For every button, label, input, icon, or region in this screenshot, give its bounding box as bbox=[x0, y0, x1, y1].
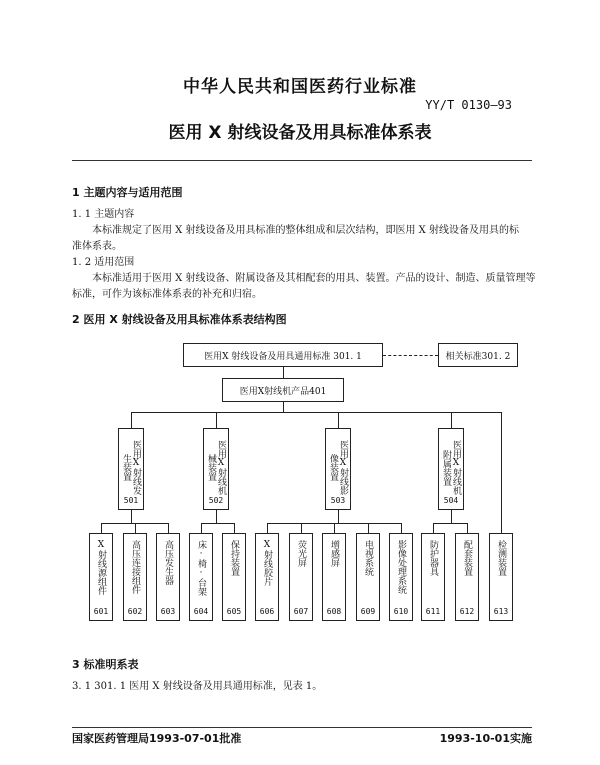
document-title: 医用 X 射线设备及用具标准体系表 bbox=[168, 123, 432, 143]
connector bbox=[451, 412, 452, 428]
leaf-box-code: 606 bbox=[259, 607, 275, 616]
header-rule bbox=[72, 160, 532, 161]
section-1-title: 1 主题内容与适用范围 bbox=[72, 186, 183, 199]
connector bbox=[283, 367, 284, 378]
leaf-box-code: 602 bbox=[127, 607, 143, 616]
section-1-2-text: 本标准适用于医用 X 射线设备、附属设备及其相配套的用具、装置。产品的设计、制造、质量管理等 bbox=[92, 273, 536, 284]
leaf-box-code: 609 bbox=[360, 607, 376, 616]
connector bbox=[338, 412, 339, 428]
mid-box-code: 504 bbox=[443, 496, 459, 505]
leaf-box-602 bbox=[123, 533, 147, 621]
connector bbox=[201, 523, 235, 524]
connector bbox=[267, 523, 268, 533]
leaf-box-611 bbox=[421, 533, 445, 621]
leaf-box-613 bbox=[489, 533, 513, 621]
leaf-box-code: 601 bbox=[93, 607, 109, 616]
leaf-box-label: 保持装置 bbox=[229, 540, 239, 576]
section-2-title: 2 医用 X 射线设备及用具标准体系表结构图 bbox=[72, 313, 287, 326]
connector bbox=[368, 523, 369, 533]
connector bbox=[131, 412, 502, 413]
connector bbox=[135, 523, 136, 533]
leaf-box-code: 608 bbox=[326, 607, 342, 616]
connector bbox=[451, 510, 452, 523]
leaf-box-label: 检测装置 bbox=[496, 540, 506, 576]
connector bbox=[338, 510, 339, 523]
connector bbox=[201, 523, 202, 533]
leaf-box-label: 高压连接组件 bbox=[130, 540, 140, 594]
leaf-box-code: 607 bbox=[293, 607, 309, 616]
connector bbox=[301, 523, 302, 533]
leaf-box-601 bbox=[89, 533, 113, 621]
connector bbox=[401, 523, 402, 533]
mid-box-501 bbox=[118, 428, 144, 510]
leaf-box-603 bbox=[156, 533, 180, 621]
mid-box-label: 医用X射线机附属装置 bbox=[441, 440, 461, 495]
connector bbox=[216, 510, 217, 523]
leaf-box-label: 荧光屏 bbox=[296, 540, 306, 567]
connector bbox=[467, 523, 468, 533]
leaf-box-612 bbox=[455, 533, 479, 621]
related-standard-box: 相关标准301. 2 bbox=[438, 343, 518, 367]
leaf-box-607 bbox=[289, 533, 313, 621]
connector bbox=[234, 523, 235, 533]
leaf-box-code: 603 bbox=[160, 607, 176, 616]
connector bbox=[131, 510, 132, 523]
section-3-1-text: 3. 1 301. 1 医用 X 射线设备及用具通用标准，见表 1。 bbox=[72, 681, 323, 692]
related-dashed-link bbox=[383, 355, 438, 356]
footer-rule bbox=[72, 727, 532, 728]
section-3-title: 3 标准明系表 bbox=[72, 658, 139, 671]
approval-note: 国家医药管理局1993-07-01批准 bbox=[72, 732, 242, 745]
mid-box-code: 501 bbox=[123, 496, 139, 505]
standard-type: 中华人民共和国医药行业标准 bbox=[183, 77, 417, 97]
mid-box-code: 503 bbox=[330, 496, 346, 505]
implementation-date: 1993-10-01实施 bbox=[439, 732, 532, 745]
section-1-2-text-cont: 标准，可作为该标准体系表的补充和归宿。 bbox=[72, 289, 262, 300]
mid-box-label: 医用X射线影像装置 bbox=[328, 440, 348, 495]
section-1-2-title: 1. 2 适用范围 bbox=[72, 257, 135, 268]
leaf-box-code: 605 bbox=[226, 607, 242, 616]
mid-box-label: 医用X射线发生装置 bbox=[121, 440, 141, 495]
mid-box-502 bbox=[203, 428, 229, 510]
standard-code: YY/T 0130—93 bbox=[425, 98, 512, 112]
leaf-box-606 bbox=[255, 533, 279, 621]
mid-box-503 bbox=[325, 428, 351, 510]
leaf-box-code: 613 bbox=[493, 607, 509, 616]
connector bbox=[433, 523, 434, 533]
connector bbox=[131, 412, 132, 428]
section-1-1-title: 1. 1 主题内容 bbox=[72, 209, 135, 220]
leaf-box-code: 612 bbox=[459, 607, 475, 616]
leaf-box-code: 604 bbox=[193, 607, 209, 616]
product-box: 医用X射线机产品401 bbox=[222, 378, 344, 402]
leaf-box-610 bbox=[389, 533, 413, 621]
connector bbox=[501, 412, 502, 533]
connector bbox=[216, 412, 217, 428]
leaf-box-code: 611 bbox=[425, 607, 441, 616]
connector bbox=[433, 523, 468, 524]
leaf-box-label: X射线胶片 bbox=[262, 540, 272, 586]
leaf-box-label: 影像处理系统 bbox=[396, 540, 406, 594]
leaf-box-label: 防护器具 bbox=[428, 540, 438, 576]
connector bbox=[334, 523, 335, 533]
leaf-box-label: 高压发生器 bbox=[163, 540, 173, 585]
connector bbox=[283, 402, 284, 412]
leaf-box-604 bbox=[189, 533, 213, 621]
leaf-box-609 bbox=[356, 533, 380, 621]
mid-box-label: 医用X射线机械装置 bbox=[206, 440, 226, 495]
leaf-box-code: 610 bbox=[393, 607, 409, 616]
leaf-box-label: 增感屏 bbox=[329, 540, 339, 567]
section-1-1-text: 本标准规定了医用 X 射线设备及用具标准的整体组成和层次结构，即医用 X 射线设备及用具的标 bbox=[92, 225, 519, 236]
leaf-box-label: 配套装置 bbox=[462, 540, 472, 576]
connector bbox=[101, 523, 102, 533]
leaf-box-605 bbox=[222, 533, 246, 621]
mid-box-code: 502 bbox=[208, 496, 224, 505]
leaf-box-label: 床·椅·台架 bbox=[196, 540, 206, 596]
mid-box-504 bbox=[438, 428, 464, 510]
general-standard-box: 医用X 射线设备及用具通用标准 301. 1 bbox=[183, 343, 383, 367]
connector bbox=[168, 523, 169, 533]
leaf-box-608 bbox=[322, 533, 346, 621]
leaf-box-label: X射线源组件 bbox=[96, 540, 106, 595]
section-1-1-text-cont: 准体系表。 bbox=[72, 241, 122, 252]
leaf-box-label: 电视系统 bbox=[363, 540, 373, 576]
